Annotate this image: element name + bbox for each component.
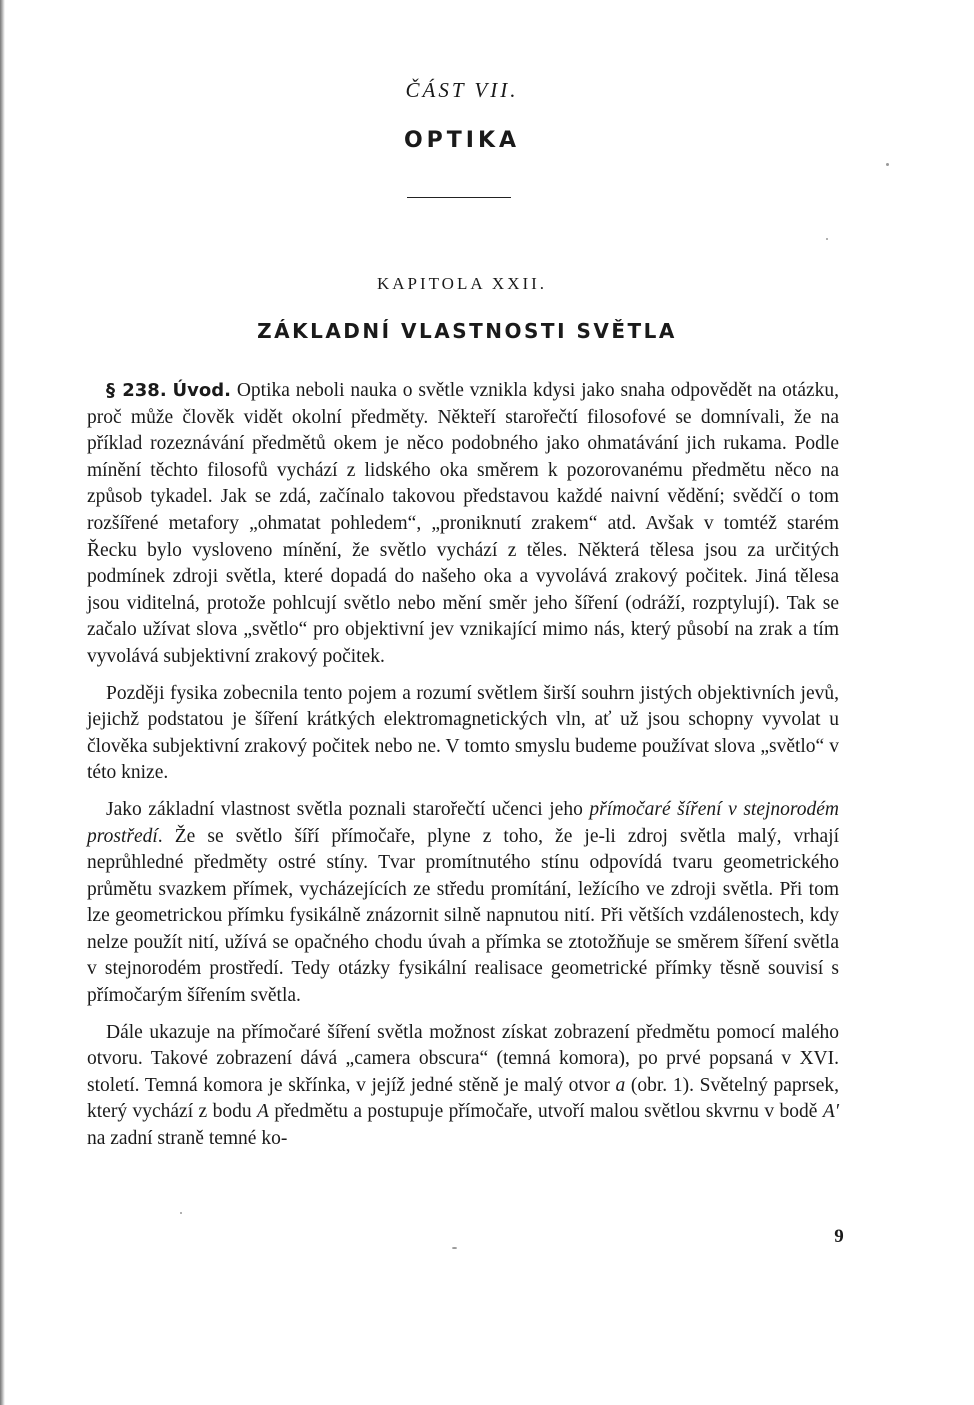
chapter-label: KAPITOLA XXII. bbox=[376, 274, 548, 293]
paragraph-3 bbox=[87, 797, 839, 1010]
scan-speck bbox=[452, 1247, 457, 1249]
paragraph-3-start: Jako základní vlastnost světla poznali starořečtí učenci jeho bbox=[106, 798, 590, 820]
body-text bbox=[87, 378, 839, 1153]
paragraph-4 bbox=[87, 1020, 839, 1153]
chapter-title: ZÁKLADNÍ VLASTNOSTI SVĚTLA bbox=[257, 319, 677, 343]
part-label: ČÁST VII. bbox=[405, 78, 519, 102]
scan-speck bbox=[826, 238, 828, 240]
paragraph-2: Později fysika zobecnila tento pojem a rozumí světlem širší souhrn jistých objektivních jevů, jejichž podstatou je šíření krátkých elektromagnetických vln, ať už jsou schopny vyvolat u člověka subjektivní zrakový počitek nebo ne. V tomto smyslu budeme používat slova „světlo“ v této knize. bbox=[87, 682, 839, 784]
paragraph-4-mid-1: (obr. 1). Světelný paprsek, který vychází z bodu bbox=[87, 1074, 840, 1123]
section-number: § 238. bbox=[106, 380, 167, 401]
paragraph-3-end: . Že se světlo šíří přímočaře, plyne z toho, že je-li zdroj světla malý, vrhají neprůhledné předměty ostré stíny. Tvar promítnutého stínu odpovídá tvaru geometrického průmětu svazkem přímek, vycházejících ze středu promítání, ležícího ve zdroji světla. Při tom lze geometrickou přímku fysikálně znázornit silně napnutou nití. Při větších vzdálenostech, kdy nelze použít nití, užívá se opačného chodu úvah a přímka se ztotožňuje se směrem šíření světla v stejnorodém prostředí. Tedy otázky fysikální realisace geometrické přímky těsně souvisí s přímočarým šířením světla. bbox=[87, 825, 839, 1007]
variable-A: A bbox=[256, 1101, 269, 1123]
paragraph-3-emphasis: přímočaré šíření v stejnorodém prostředí bbox=[87, 798, 839, 847]
paragraph-4-end: na zadní straně temné ko- bbox=[87, 1128, 288, 1150]
paragraph-1 bbox=[87, 378, 839, 671]
page-number: 9 bbox=[834, 1226, 844, 1247]
scan-speck bbox=[886, 163, 889, 166]
paragraph-1-text: Optika neboli nauka o světle vznikla kdysi jako snaha odpovědět na otázku, proč může člověk vidět okolní předměty. Někteří starořečtí filosofové se domnívali, že na příklad rozeznávání předmětů okem je něco podobného jako ohmatávání jich rukama. Podle mínění těchto filosofů vychází z lidského oka směrem k pozorovanému předmětu něco na způsob tykadel. Jak se zdá, začínalo takovou představou každé naivní vědění; svědčí o tom rozšířené metafory „ohmatat pohledem“, „proniknutí zrakem“ atd. Avšak v tomtéž starém Řecku bylo vysloveno mínění, že světlo vychází z těles. Některá tělesa jsou za určitých podmínek zdroji světla, které dopadá do našeho oka a vyvolává zrakový počitek. Jiná tělesa jsou viditelná, protože pohlcují světlo nebo mění směr jeho šíření (odráží, rozptylují). Tak se začalo užívat slova „světlo“ pro objektivní jev vznikající mimo nás, který působí na zrak a tím vyvolává subjektivní zrakový počitek. bbox=[87, 380, 840, 667]
paragraph-4-start: Dále ukazuje na přímočaré šíření světla možnost získat zobrazení předmětu pomocí malého otvoru. Takové zobrazení dává „camera obscura“ (temná komora), po prvé popsaná v XVI. století. Temná komora je skřínka, v jejíž jedné stěně je malý otvor bbox=[87, 1021, 839, 1096]
variable-a: a bbox=[615, 1074, 626, 1096]
separator-rule bbox=[407, 197, 511, 198]
section-title: Úvod. bbox=[172, 380, 231, 401]
paragraph-4-mid-2: předmětu a postupuje přímočaře, utvoří malou světlou skvrnu v bodě bbox=[268, 1101, 823, 1123]
page-binding-edge bbox=[0, 0, 5, 1405]
part-title: OPTIKA bbox=[403, 128, 521, 153]
variable-A-prime: A′ bbox=[822, 1101, 839, 1123]
scan-speck bbox=[180, 1212, 182, 1214]
